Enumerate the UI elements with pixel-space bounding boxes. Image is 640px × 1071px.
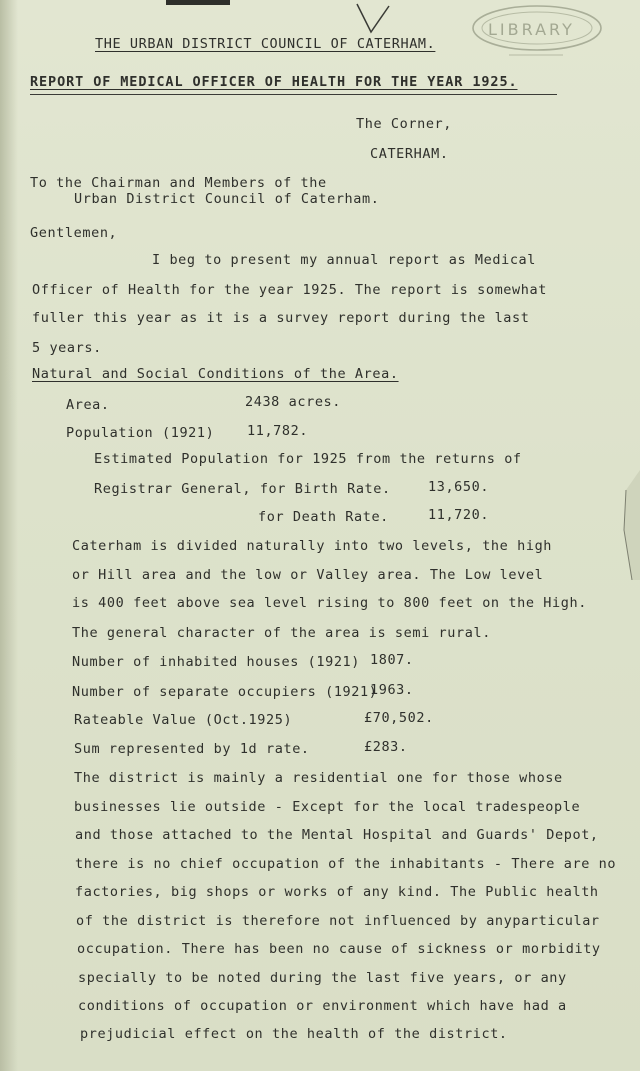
top-ink-mark [166, 0, 230, 5]
district-line-10: prejudicial effect on the health of the district. [80, 1026, 508, 1042]
houses-value: 1807. [370, 652, 414, 668]
area-label: Area. [66, 397, 110, 413]
intro-line-2: Officer of Health for the year 1925. The report is somewhat [32, 282, 547, 298]
occupiers-value: 1963. [370, 682, 414, 698]
address-line-1: The Corner, [356, 116, 453, 132]
report-title: REPORT OF MEDICAL OFFICER OF HEALTH FOR THE YEAR 1925. [30, 74, 518, 90]
district-line-1: The district is mainly a residential one for those whose [74, 770, 563, 786]
district-line-3: and those attached to the Mental Hospital and Guards' Depot, [75, 827, 599, 843]
area-value: 2438 acres. [245, 394, 342, 410]
population-label: Population (1921) [66, 425, 215, 441]
levels-line-2: or Hill area and the low or Valley area. The Low level [72, 567, 544, 583]
death-rate-value: 11,720. [428, 507, 490, 523]
stamp-label: LIBRARY [488, 20, 575, 39]
addressee-line-2: Urban District Council of Caterham. [74, 191, 380, 207]
district-line-2: businesses lie outside - Except for the local tradespeople [74, 799, 581, 815]
district-line-4: there is no chief occupation of the inhabitants - There are no [75, 856, 617, 872]
registrar-label: Registrar General, for Birth Rate. [94, 481, 391, 497]
intro-line-1: I beg to present my annual report as Medical [152, 252, 537, 268]
title-underline [30, 94, 557, 95]
levels-line-4: The general character of the area is semi rural. [72, 625, 491, 641]
houses-label: Number of inhabited houses (1921) [72, 654, 361, 670]
addressee-line-1: To the Chairman and Members of the [30, 175, 327, 191]
district-line-9: conditions of occupation or environment which have had a [78, 998, 567, 1014]
library-stamp [455, 2, 605, 64]
rateable-value-label: Rateable Value (Oct.1925) [74, 712, 293, 728]
estimated-population-label: Estimated Population for 1925 from the returns of [94, 451, 522, 467]
district-line-7: occupation. There has been no cause of sickness or morbidity [77, 941, 601, 957]
penny-rate-label: Sum represented by 1d rate. [74, 741, 310, 757]
page-fold-mark [618, 470, 640, 580]
birth-rate-value: 13,650. [428, 479, 490, 495]
section-heading: Natural and Social Conditions of the Area. [32, 366, 399, 382]
rateable-value: £70,502. [364, 710, 434, 726]
population-value: 11,782. [247, 423, 309, 439]
council-title: THE URBAN DISTRICT COUNCIL OF CATERHAM. [95, 36, 436, 52]
levels-line-1: Caterham is divided naturally into two levels, the high [72, 538, 553, 554]
district-line-8: specially to be noted during the last five years, or any [78, 970, 567, 986]
district-line-6: of the district is therefore not influenced by anyparticular [76, 913, 600, 929]
address-line-2: CATERHAM. [370, 146, 449, 162]
page-edge-shadow [0, 0, 18, 1071]
occupiers-label: Number of separate occupiers (1921) [72, 684, 378, 700]
salutation: Gentlemen, [30, 225, 118, 241]
district-line-5: factories, big shops or works of any kind. The Public health [75, 884, 599, 900]
levels-line-3: is 400 feet above sea level rising to 800 feet on the High. [72, 595, 587, 611]
pen-mark-icon [353, 2, 393, 36]
intro-line-4: 5 years. [32, 340, 102, 356]
death-rate-label: for Death Rate. [258, 509, 389, 525]
intro-line-3: fuller this year as it is a survey report during the last [32, 310, 530, 326]
penny-rate-value: £283. [364, 739, 408, 755]
